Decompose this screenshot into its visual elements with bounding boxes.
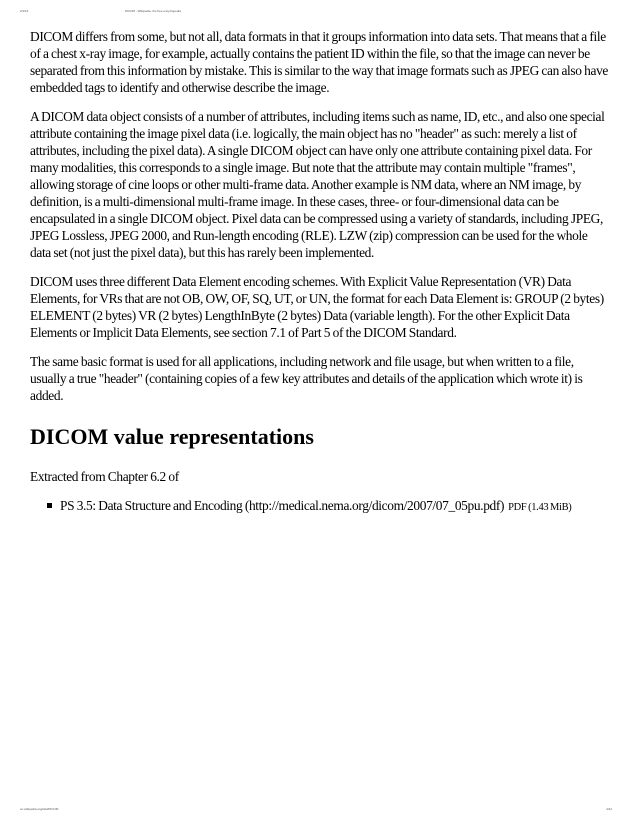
bullet-icon <box>47 503 52 508</box>
paragraph-encoding-schemes: DICOM uses three different Data Element encoding schemes. With Explicit Value Representation (VR) Data Elements, for VRs that are not OB, OW, OF, SQ, UT, or UN, the format for each Data Element is: GROUP (2 bytes) ELEMENT (2 bytes) VR (2 bytes) LengthInByte (2 bytes) Data (variable length). For the other Explicit Data Elements or Implicit Data Elements, see section 7.1 of Part 5 of the DICOM Standard. <box>30 274 604 340</box>
page-number: 4/12 <box>606 807 612 811</box>
article-content <box>30 28 608 516</box>
reference-link[interactable]: PS 3.5: Data Structure and Encoding (http://medical.nema.org/dicom/2007/07_05pu.pdf) <box>60 498 505 513</box>
print-url: en.wikipedia.org/wiki/DICOM <box>20 807 59 811</box>
running-foot <box>0 807 638 815</box>
print-page-title: DICOM - Wikipedia, the free encyclopedia <box>125 9 181 13</box>
paragraph-data-sets: DICOM differs from some, but not all, data formats in that it groups information into data sets. That means that a file of a chest x-ray image, for example, actually contains the patient ID within the file, so that the image can never be separated from this information by mistake. This is similar to the way that image formats such as JPEG can also have embedded tags to identify and otherwise describe the image. <box>30 29 609 95</box>
section-intro: Extracted from Chapter 6.2 of <box>30 469 179 484</box>
file-meta: PDF (1.43 MiB) <box>508 502 572 513</box>
paragraph-data-object: A DICOM data object consists of a number of attributes, including items such as name, ID, etc., and also one special attribute containing the image pixel data (i.e. logically, the main object has no "header" as such: merely a list of attributes, including the pixel data). A single DICOM object can have only one attribute containing pixel data. For many modalities, this corresponds to a single image. But note that the attribute may contain multiple "frames", allowing storage of cine loops or other multi-frame data. Another example is NM data, where an NM image, by definition, is a multi-dimensional multi-frame image. In these cases, three- or four-dimensional data can be encapsulated in a single DICOM object. Pixel data can be compressed using a variety of standards, including JPEG, JPEG Lossless, JPEG 2000, and Run-length encoding (RLE). LZW (zip) compression can be used for the whole data set (not just the pixel data), but this has rarely been implemented. <box>30 109 605 260</box>
paragraph-basic-format: The same basic format is used for all applications, including network and file usage, but when written to a file, usually a true "header" (containing copies of a few key attributes and details of the application which wrote it) is added. <box>30 354 583 403</box>
list-item <box>60 497 608 516</box>
reference-list <box>30 497 608 516</box>
running-head <box>0 9 638 17</box>
print-date: 2/1/14 <box>20 9 29 13</box>
section-heading: DICOM value representations <box>30 424 314 449</box>
